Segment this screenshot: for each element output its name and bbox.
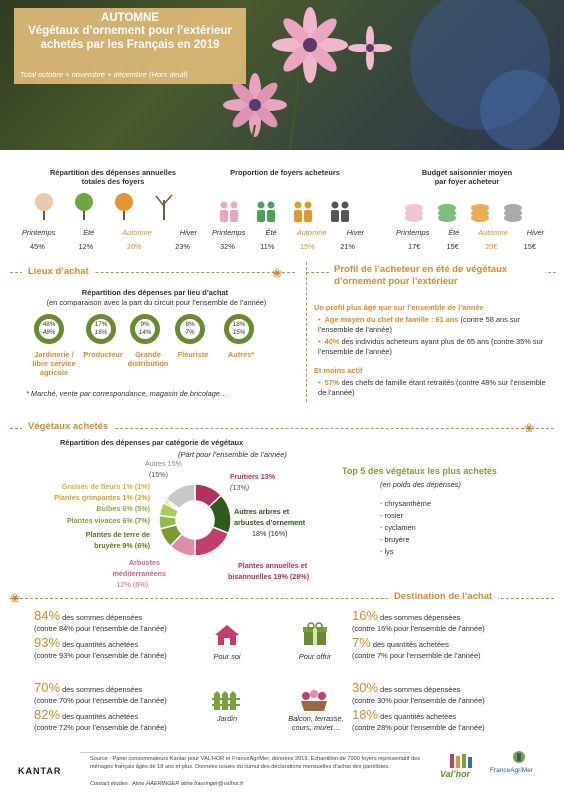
pie-slice: [195, 527, 228, 556]
franceagrimer-logo-mark: [508, 750, 530, 764]
lieu-value: 48%: [42, 321, 56, 328]
stat-value: 32%: [220, 242, 235, 251]
vertical-divider: [306, 262, 307, 402]
profil-bullet1-bold: • Age moyen du chef de famille : 61 ans: [318, 315, 458, 324]
lieu-value: 17%: [94, 321, 108, 328]
top5-item: - rosier: [380, 511, 403, 520]
top5-item-text: lys: [384, 547, 394, 556]
profil-title-line2: d’ornement pour l’extérieur: [334, 276, 458, 287]
season-label: Automne: [478, 228, 508, 237]
season-label: Automne: [296, 228, 327, 237]
top5-item: - lys: [380, 547, 394, 556]
valhor-logo-mark: [446, 752, 476, 770]
top5-item-text: bruyère: [384, 535, 410, 544]
profil-title-line1: Profil de l’acheteur en été de végétaux: [334, 264, 508, 275]
profil-section-title: [330, 264, 545, 288]
maple-leaf-icon: ❀: [272, 266, 283, 280]
expenses-values: [30, 242, 190, 251]
lieu-label: Autres*: [227, 350, 255, 359]
dest-value: 18%: [352, 707, 379, 722]
pie-label: Autres arbres et: [234, 507, 290, 516]
destination-section-title: Destination de l’achat: [388, 591, 498, 602]
profil-bullet3-bold: • 57%: [318, 378, 339, 387]
dest-text: des quantités achetées: [60, 640, 139, 649]
dest-block-jardin: [34, 682, 234, 733]
top5-item-text: cyclamen: [384, 523, 416, 532]
vegetaux-section-title: Végétaux achetés: [22, 421, 114, 432]
lieux-footnote: * Marché, vente par correspondance, magasin de bricolage…: [26, 389, 228, 398]
profil-heading2: Et moins actif: [314, 366, 363, 375]
dest-compare: (contre 30% pour l’ensemble de l’année): [352, 696, 485, 705]
lieu-label: Producteur: [83, 350, 123, 359]
lieu-donut: [86, 314, 116, 344]
dest-compare: (contre 72% pour l’ensemble de l’année): [34, 723, 167, 732]
vegetaux-subtitle: Répartition des dépenses par catégorie de végétaux: [60, 438, 244, 447]
pie-label: (13%): [230, 483, 250, 492]
people-icon: [216, 200, 356, 224]
top5-item-text: chrysanthème: [384, 499, 431, 508]
top5-item: - chrysanthème: [380, 499, 431, 508]
pie-label: 18% (16%): [252, 529, 288, 538]
maple-leaf-icon: ❀: [10, 591, 21, 605]
pie-label: Graines de fleurs 1% (1%): [61, 482, 150, 491]
pie-label: Plantes vivaces 6% (7%): [66, 516, 150, 525]
households-title: Proportion de foyers acheteurs: [230, 168, 340, 177]
top5-item-text: rosier: [384, 511, 403, 520]
stat-value: 12%: [78, 242, 94, 251]
dest-block-pour-offrir: [352, 610, 552, 661]
dest-block-balcon: [352, 682, 552, 733]
season-label: Automne: [122, 228, 152, 237]
budget-title-line1: Budget saisonnier moyen: [421, 168, 513, 177]
gift-icon: [302, 622, 328, 646]
pie-label: méditerranéens: [112, 569, 166, 578]
dest-label: Jardin: [216, 714, 238, 723]
footer-contact: Contact études : Aline HAERINGER aline.haeringer@valhor.fr: [90, 781, 244, 787]
season-label: Printemps: [396, 228, 430, 237]
lieu-ref: 16%: [94, 329, 108, 336]
budget-title: [392, 168, 542, 186]
expenses-title-line2: totales des foyers: [81, 177, 145, 186]
top5-list: [380, 498, 431, 558]
dest-label: Pour offrir: [298, 652, 332, 661]
dest-label: Balcon, terrasse, cours, muret…: [288, 714, 344, 732]
valhor-logo: Val’hor: [440, 769, 471, 779]
profil-bullet3-rest: des chefs de famille étant retraités (contre 48% sur l’ensemble de l’année): [318, 378, 546, 397]
lieu-ref: 48%: [42, 329, 56, 336]
pie-label: Bulbes 6% (5%): [96, 504, 150, 513]
season-title: AUTOMNE: [101, 12, 159, 24]
dest-text: des sommes dépensées: [378, 685, 461, 694]
flower-pot-icon: [298, 690, 330, 712]
households-values: [220, 242, 355, 251]
dest-text: des sommes dépensées: [60, 685, 143, 694]
fence-icon: [212, 690, 240, 710]
pie-label: (15%): [148, 470, 168, 479]
maple-leaf-icon: ❀: [524, 421, 535, 435]
profil-bullet3: [318, 378, 550, 398]
stat-value: 11%: [260, 242, 275, 251]
season-label: Hiver: [179, 228, 197, 237]
households-seasons: [212, 228, 364, 237]
budget-values: [408, 242, 536, 251]
lieu-label: Fleuriste: [177, 350, 209, 359]
lieu-ref: 7%: [185, 329, 195, 336]
top5-title: Top 5 des végétaux les plus achetés: [342, 466, 497, 476]
lieu-donut: [34, 314, 64, 344]
stat-value: 20%: [126, 242, 142, 251]
stat-value: 17€: [408, 242, 421, 251]
season-label: Printemps: [212, 228, 246, 237]
footer-divider: [80, 752, 410, 753]
season-label: Été: [448, 228, 460, 237]
dest-text: des quantités achetées: [370, 640, 449, 649]
vegetaux-note: (Part pour l’ensemble de l’année): [178, 450, 287, 459]
expenses-title: [28, 168, 198, 186]
top5-note: (en poids des dépenses): [380, 480, 461, 489]
main-title-line2: achetés par les Français en 2019: [40, 39, 220, 51]
pie-label: Fruitiers 13%: [230, 472, 276, 481]
budget-seasons: [396, 228, 544, 237]
vegetaux-pie-chart: [0, 455, 340, 595]
lieu-donut: [175, 314, 205, 344]
dest-value: 82%: [34, 707, 61, 722]
franceagrimer-logo: FranceAgriMer: [490, 767, 533, 774]
profil-bullet2: [318, 337, 550, 357]
lieu-label: Jardinerie / libre service agricole: [32, 350, 76, 377]
profil-bullet2-bold: • 40%: [318, 337, 339, 346]
stat-value: 15%: [299, 242, 315, 251]
stat-value: 45%: [30, 242, 45, 251]
kantar-logo: KANTAR: [18, 766, 62, 776]
lieux-note: (en comparaison avec la part du circuit pour l’ensemble de l’année): [46, 298, 267, 307]
dest-compare: (contre 16% pour l’ensemble de l’année): [352, 624, 485, 633]
dest-compare: (contre 84% pour l’ensemble de l’année): [34, 624, 167, 633]
dest-text: des quantités achetées: [378, 712, 457, 721]
stat-value: 15€: [446, 242, 459, 251]
pie-label: bisannuelles 19% (28%): [228, 572, 310, 581]
pie-label: arbustes d’ornement: [234, 518, 306, 527]
lieu-ref: 15%: [232, 329, 246, 336]
dest-value: 30%: [352, 680, 379, 695]
dest-compare: (contre 28% pour l’ensemble de l’année): [352, 723, 485, 732]
dest-text: des sommes dépensées: [60, 613, 143, 622]
pie-label: 12% (6%): [116, 580, 148, 589]
season-label: Printemps: [22, 228, 56, 237]
pie-label: Autres 15%: [144, 459, 182, 468]
lieu-label: Grande distribution: [127, 350, 169, 368]
season-label: Été: [265, 228, 277, 237]
pie-label: Plantes grimpantes 1% (2%): [54, 493, 150, 502]
footer-source: Source : Panel consommateurs Kantar pour VAL’HOR et FranceAgriMer, données 2019. Echantillon de 7000 foyers représentatif des ménages français âgés de 18 ans et plus. Données issues du cumul des déclarations mensuelles d’achat des panélistes.: [90, 756, 420, 770]
pie-label: Plantes annuelles et: [238, 561, 308, 570]
hero-subtitle: Total octobre + novembre + décembre (Hors deuil): [20, 70, 188, 79]
dest-text: des sommes dépensées: [378, 613, 461, 622]
profil-bullet2-rest: des individus acheteurs ayant plus de 65 ans (contre 35% sur l’ensemble de l’année): [318, 337, 544, 356]
dest-compare: (contre 7% pour l’ensemble de l’année): [352, 651, 481, 660]
coins-icon: [402, 202, 532, 224]
lieu-value: 9%: [140, 321, 150, 328]
stat-value: 15€: [523, 242, 536, 251]
stat-value: 20€: [485, 242, 498, 251]
dest-value: 16%: [352, 608, 379, 623]
dest-text: des quantités achetées: [60, 712, 139, 721]
dest-label: Pour soi: [213, 652, 241, 661]
trees-icon: [30, 192, 190, 222]
dest-compare: (contre 93% pour l’ensemble de l’année): [34, 651, 167, 660]
dest-value: 7%: [352, 635, 371, 650]
dest-value: 70%: [34, 680, 61, 695]
lieu-donut: [130, 314, 160, 344]
dest-value: 93%: [34, 635, 61, 650]
lieu-ref: 14%: [138, 329, 152, 336]
top5-item: - bruyère: [380, 535, 410, 544]
budget-title-line2: par foyer acheteur: [434, 177, 500, 186]
pie-label: bruyère 9% (6%): [94, 541, 150, 550]
dest-value: 84%: [34, 608, 61, 623]
lieu-value: 18%: [232, 321, 246, 328]
stat-value: 23%: [175, 242, 190, 251]
season-label: Été: [83, 228, 95, 237]
top5-item: - cyclamen: [380, 523, 416, 532]
pie-label: Plantes de terre de: [85, 530, 150, 539]
lieu-value: 8%: [185, 321, 195, 328]
expenses-title-line1: Répartition des dépenses annuelles: [49, 168, 177, 177]
stat-value: 21%: [340, 242, 355, 251]
pie-label: Arbustes: [128, 558, 160, 567]
lieu-donut: [224, 314, 254, 344]
main-title-line1: Végétaux d’ornement pour l’extérieur: [28, 25, 232, 37]
expenses-seasons: [22, 228, 197, 237]
season-label: Hiver: [526, 228, 544, 237]
profil-bullet1: [318, 315, 550, 335]
profil-bullet1-rest: (contre 58 ans sur l’ensemble de l’année): [318, 315, 521, 334]
dest-compare: (contre 70% pour l’ensemble de l’année): [34, 696, 167, 705]
profil-heading1: Un profil plus âgé que sur l’ensemble de l’année: [314, 303, 484, 312]
lieux-subtitle: Répartition des dépenses par lieu d’achat: [81, 288, 229, 297]
house-icon: [214, 624, 240, 646]
lieux-section-title: Lieux d’achat: [22, 266, 95, 277]
season-label: Hiver: [346, 228, 364, 237]
